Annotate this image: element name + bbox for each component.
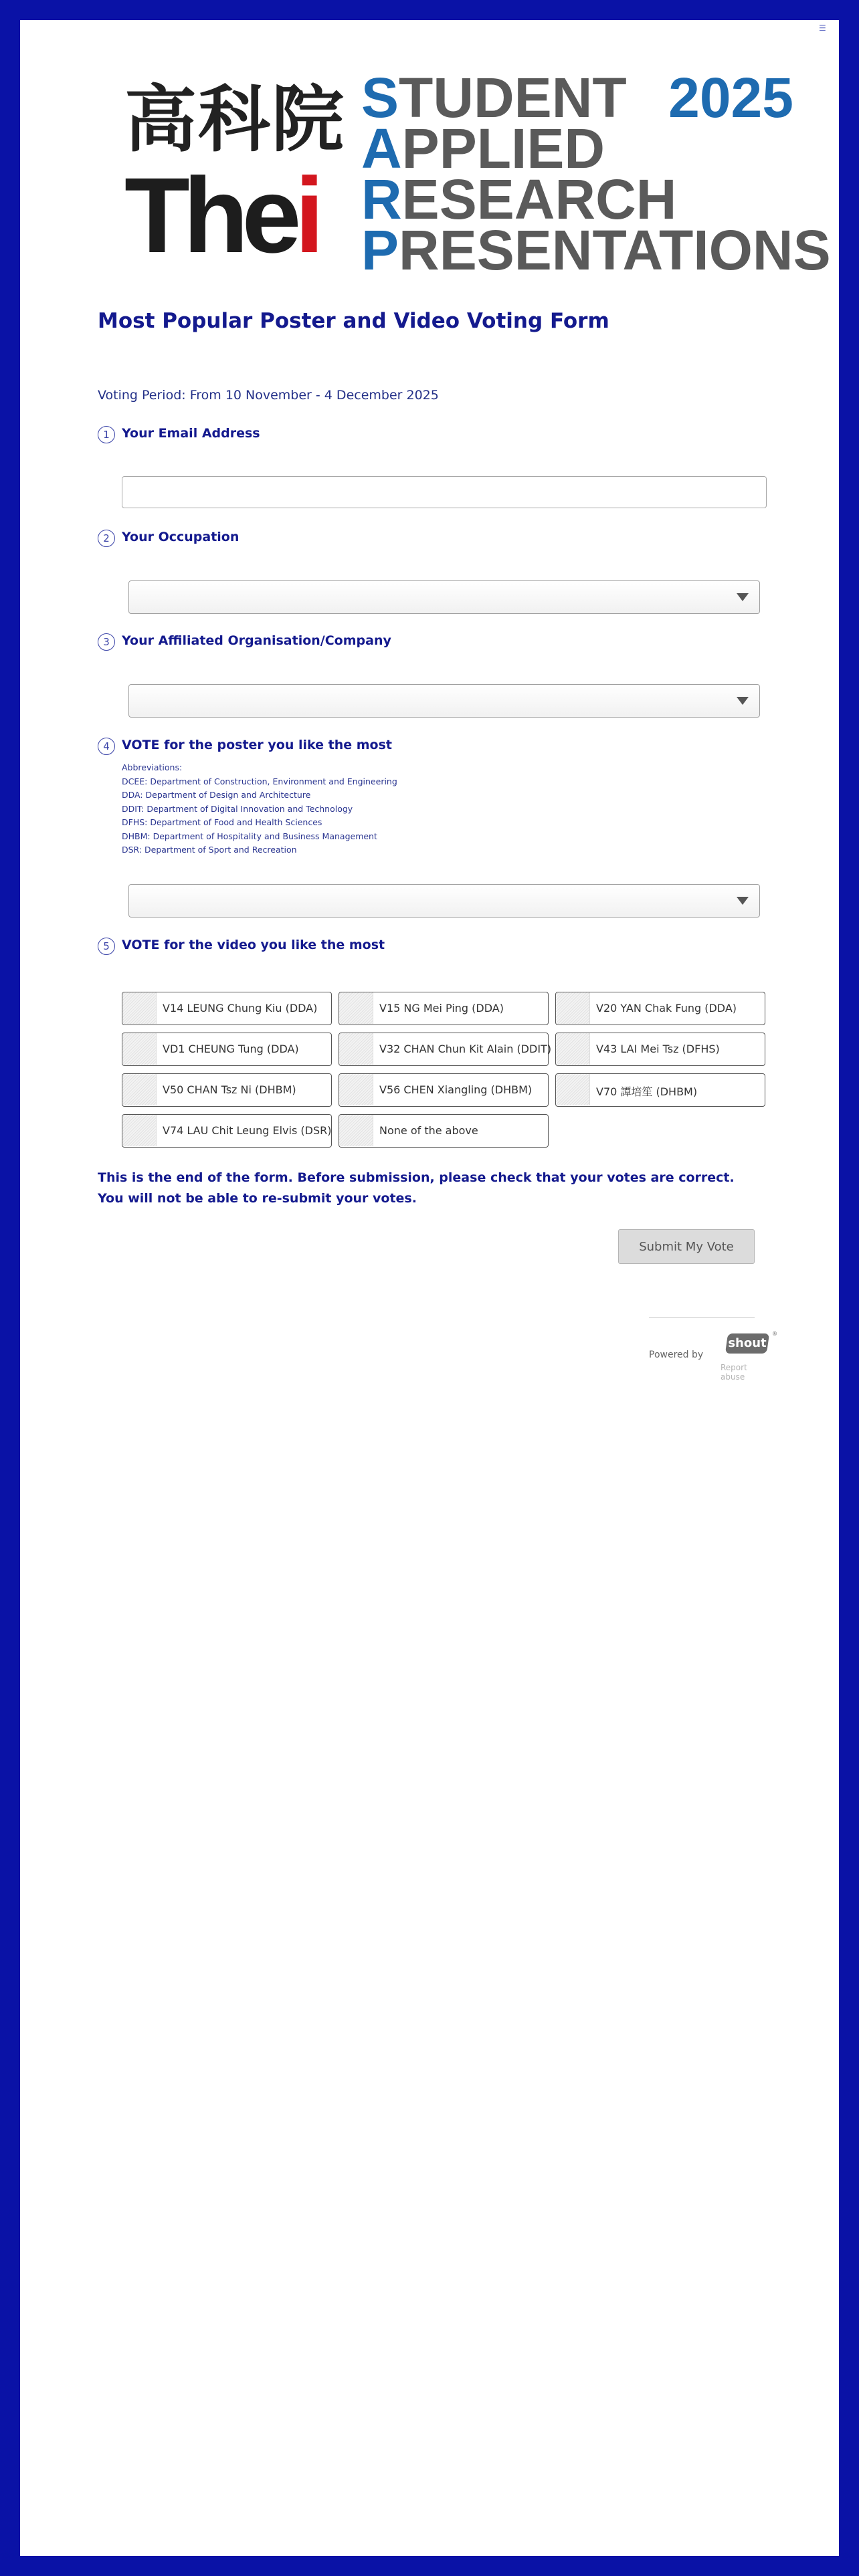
shout-logo-text: shout — [728, 1336, 767, 1350]
question-label-email: Your Email Address — [122, 426, 260, 441]
sarp-title — [361, 66, 831, 282]
sarp-row: STUDENT — [361, 66, 627, 129]
video-option[interactable]: V56 CHEN Xiangling (DHBM) — [339, 1073, 549, 1107]
abbreviation-line: DDA: Department of Design and Architecture — [122, 790, 311, 800]
occupation-select[interactable] — [128, 580, 760, 614]
sarp-row: PRESENTATIONS — [361, 219, 831, 282]
abbreviation-line: DDIT: Department of Digital Innovation and Technology — [122, 803, 353, 814]
question-number-1: 1 — [98, 426, 115, 443]
video-option[interactable]: V50 CHAN Tsz Ni (DHBM) — [122, 1073, 332, 1107]
abbreviation-line: Abbreviations: — [122, 762, 183, 772]
footer-divider — [649, 1317, 755, 1318]
shout-logo[interactable] — [725, 1333, 769, 1354]
checkbox-icon[interactable] — [556, 1033, 590, 1065]
video-option[interactable]: V14 LEUNG Chung Kiu (DDA) — [122, 992, 332, 1025]
email-input[interactable] — [122, 476, 767, 508]
poster-vote-select[interactable] — [128, 884, 760, 918]
trademark-mark: ® — [772, 1331, 777, 1337]
video-option[interactable]: V32 CHAN Chun Kit Alain (DDIT) — [339, 1033, 549, 1066]
question-number-4: 4 — [98, 738, 115, 755]
sarp-row: APPLIED — [361, 117, 605, 180]
question-number-3: 3 — [98, 633, 115, 651]
video-option[interactable]: VD1 CHEUNG Tung (DDA) — [122, 1033, 332, 1066]
video-option[interactable]: V70 譚培笙 (DHBM) — [555, 1073, 765, 1107]
end-of-form-note — [98, 1168, 735, 1209]
checkbox-icon[interactable] — [556, 992, 590, 1024]
checkbox-icon[interactable] — [339, 1074, 373, 1105]
abbreviation-line: DSR: Department of Sport and Recreation — [122, 845, 297, 855]
chevron-down-icon — [737, 697, 749, 705]
abbreviation-line: DCEE: Department of Construction, Environment and Engineering — [122, 776, 397, 786]
video-option[interactable]: V43 LAI Mei Tsz (DFHS) — [555, 1033, 765, 1066]
end-note-line: You will not be able to re-submit your votes. — [98, 1191, 417, 1206]
year-label: 2025 — [668, 66, 793, 129]
page-title: Most Popular Poster and Video Voting Form — [98, 309, 609, 333]
question-label-organisation: Your Affiliated Organisation/Company — [122, 633, 391, 648]
checkbox-icon[interactable] — [339, 1115, 373, 1146]
chevron-down-icon — [737, 593, 749, 601]
menu-icon[interactable]: ☰ — [819, 23, 826, 33]
checkbox-icon[interactable] — [122, 1033, 157, 1065]
chevron-down-icon — [737, 897, 749, 905]
question-label-video-vote: VOTE for the video you like the most — [122, 938, 385, 952]
video-option[interactable]: V15 NG Mei Ping (DDA) — [339, 992, 549, 1025]
question-number-2: 2 — [98, 530, 115, 547]
logo-thei — [124, 155, 318, 275]
checkbox-icon[interactable] — [122, 992, 157, 1024]
report-abuse-link[interactable]: Report abuse — [721, 1363, 747, 1382]
video-option-none[interactable]: None of the above — [339, 1114, 549, 1148]
voting-period: Voting Period: From 10 November - 4 December 2025 — [98, 388, 439, 403]
checkbox-icon[interactable] — [339, 1033, 373, 1065]
form-card — [20, 20, 839, 2556]
video-option[interactable]: V74 LAU Chit Leung Elvis (DSR) — [122, 1114, 332, 1148]
question-label-occupation: Your Occupation — [122, 530, 240, 544]
checkbox-icon[interactable] — [122, 1115, 157, 1146]
abbreviation-line: DHBM: Department of Hospitality and Business Management — [122, 831, 377, 841]
checkbox-icon[interactable] — [122, 1074, 157, 1105]
checkbox-icon[interactable] — [556, 1074, 590, 1105]
logo-chinese: 高科院 — [124, 78, 346, 162]
organisation-select[interactable] — [128, 684, 760, 718]
logo-thei-i: i — [294, 155, 318, 275]
abbreviations-list — [122, 761, 397, 857]
sarp-row: RESEARCH — [361, 168, 677, 231]
checkbox-icon[interactable] — [339, 992, 373, 1024]
header-banner — [124, 53, 831, 282]
question-label-poster-vote: VOTE for the poster you like the most — [122, 738, 392, 752]
video-option[interactable]: V20 YAN Chak Fung (DDA) — [555, 992, 765, 1025]
question-number-5: 5 — [98, 938, 115, 955]
abbreviation-line: DFHS: Department of Food and Health Sciences — [122, 817, 322, 827]
submit-vote-button[interactable]: Submit My Vote — [618, 1229, 755, 1264]
end-note-line: This is the end of the form. Before submission, please check that your votes are correct. — [98, 1170, 735, 1185]
powered-by-text: Powered by — [649, 1350, 704, 1360]
logo-thei-main: The — [124, 155, 295, 275]
